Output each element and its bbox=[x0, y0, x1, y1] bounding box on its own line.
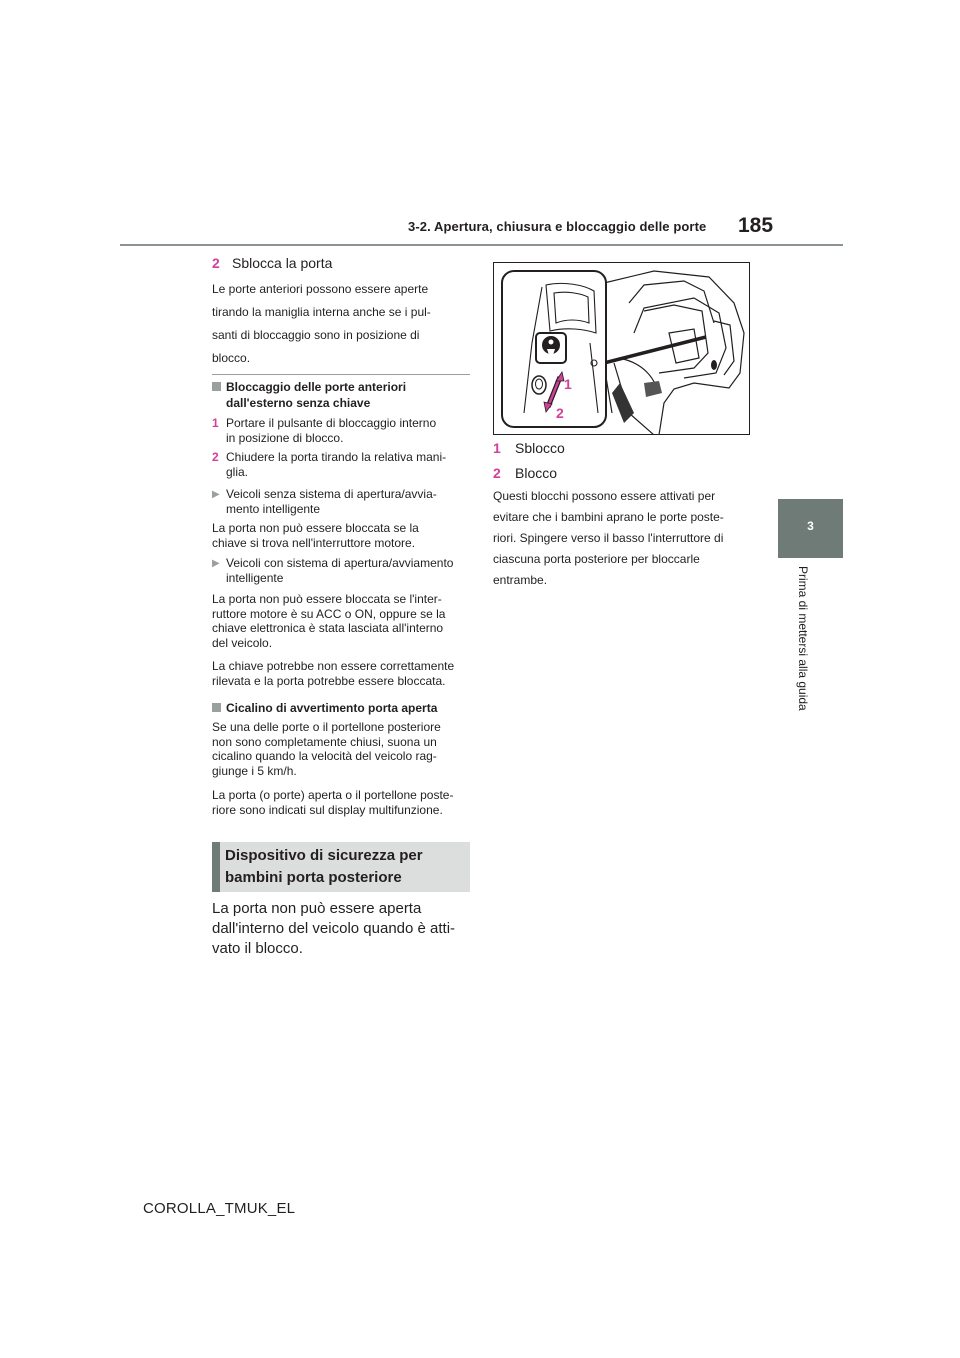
page-number: 185 bbox=[738, 214, 774, 237]
chapter-side-label: Prima di mettersi alla guida bbox=[796, 566, 810, 711]
step-text bbox=[226, 450, 466, 480]
chapter-tab bbox=[778, 499, 843, 558]
text-line: La porta non può essere bloccata se la bbox=[212, 521, 419, 535]
paragraph bbox=[493, 486, 755, 591]
box-heading-text bbox=[225, 845, 465, 889]
header-rule bbox=[120, 244, 843, 246]
bullet-text bbox=[226, 556, 466, 586]
text-line: Veicoli con sistema di apertura/avviamento bbox=[226, 556, 454, 570]
bullet-text bbox=[226, 487, 466, 517]
list-item bbox=[212, 487, 470, 517]
step-number: 2 bbox=[212, 255, 220, 271]
text-line: vato il blocco. bbox=[212, 940, 303, 957]
heading-line: Bloccaggio delle porte anteriori bbox=[226, 380, 407, 394]
step-text bbox=[226, 416, 466, 446]
figure-label-1: 1 bbox=[564, 376, 572, 392]
text-line: giunge i 5 km/h. bbox=[212, 763, 297, 778]
child-lock-illustration bbox=[493, 262, 750, 435]
text-line: evitare che i bambini aprano le porte poste- bbox=[493, 510, 724, 524]
text-line: ruttore motore è su ACC o ON, oppure se la bbox=[212, 606, 446, 621]
chapter-number: 3 bbox=[807, 519, 814, 533]
text-line: rilevata e la porta potrebbe essere bloccata. bbox=[212, 673, 446, 688]
item-number: 1 bbox=[493, 440, 501, 456]
text-line: La porta non può essere bloccata se l'inter- bbox=[212, 592, 442, 606]
text-line: blocco. bbox=[212, 351, 251, 365]
triangle-bullet-icon: ▶ bbox=[212, 489, 220, 500]
section-heading-locking bbox=[212, 379, 470, 411]
list-item bbox=[493, 465, 557, 481]
text-line: dall'interno del veicolo quando è atti- bbox=[212, 920, 456, 937]
text-line: chiave si trova nell'interruttore motore. bbox=[212, 535, 416, 550]
square-bullet-icon bbox=[212, 703, 221, 712]
text-line: Se una delle porte o il portellone posteriore bbox=[212, 720, 441, 734]
step-number: 2 bbox=[212, 450, 219, 464]
list-item bbox=[212, 450, 470, 480]
item-label: Blocco bbox=[515, 465, 558, 481]
text-line: Portare il pulsante di bloccaggio interno bbox=[226, 416, 437, 430]
car-door-drawing bbox=[494, 263, 750, 435]
heading-line: bambini porta posteriore bbox=[225, 869, 402, 886]
paragraph bbox=[212, 521, 470, 550]
text-line: La chiave potrebbe non essere correttamente bbox=[212, 659, 455, 673]
text-line: Le porte anteriori possono essere aperte bbox=[212, 282, 429, 296]
text-line: chiave elettronica è stata lasciata all'interno bbox=[212, 621, 444, 635]
intro-paragraph bbox=[212, 278, 472, 370]
step-unlock-door bbox=[212, 255, 332, 271]
box-paragraph bbox=[212, 899, 472, 959]
text-line: glia. bbox=[226, 465, 249, 479]
text-line: riore sono indicati sul display multifunzione. bbox=[212, 802, 443, 817]
text-line: La porta (o porte) aperta o il portellone poste- bbox=[212, 788, 454, 802]
text-line: intelligente bbox=[226, 571, 284, 585]
paragraph bbox=[212, 788, 470, 817]
heading-line: dall'esterno senza chiave bbox=[226, 396, 371, 410]
section-title: 3-2. Apertura, chiusura e bloccaggio delle porte bbox=[408, 219, 707, 234]
text-line: Veicoli senza sistema di apertura/avvia- bbox=[226, 487, 437, 501]
text-line: tirando la maniglia interna anche se i pul- bbox=[212, 305, 431, 319]
list-item bbox=[212, 416, 470, 446]
square-bullet-icon bbox=[212, 382, 221, 391]
text-line: ciascuna porta posteriore per bloccarle bbox=[493, 552, 700, 566]
text-line: entrambe. bbox=[493, 573, 548, 587]
item-label: Sblocco bbox=[515, 440, 565, 456]
figure-label-2: 2 bbox=[556, 405, 564, 421]
text-line: mento intelligente bbox=[226, 502, 321, 516]
step-number: 1 bbox=[212, 416, 219, 430]
paragraph bbox=[212, 720, 470, 778]
section-heading-warning bbox=[212, 700, 470, 716]
heading-line: Cicalino di avvertimento porta aperta bbox=[226, 701, 438, 715]
footer-code: COROLLA_TMUK_EL bbox=[143, 1200, 296, 1217]
text-line: riori. Spingere verso il basso l'interruttore di bbox=[493, 531, 724, 545]
text-line: del veicolo. bbox=[212, 635, 273, 650]
step-label: Sblocca la porta bbox=[232, 255, 333, 271]
list-item bbox=[493, 440, 565, 456]
heading-line: Dispositivo di sicurezza per bbox=[225, 847, 423, 864]
item-number: 2 bbox=[493, 465, 501, 481]
paragraph bbox=[212, 659, 470, 688]
section-box-heading bbox=[212, 842, 470, 892]
text-line: cicalino quando la velocità del veicolo rag- bbox=[212, 749, 437, 763]
text-line: non sono completamente chiusi, suona un bbox=[212, 734, 437, 749]
section-divider bbox=[212, 374, 470, 375]
text-line: La porta non può essere aperta bbox=[212, 900, 422, 917]
text-line: Questi blocchi possono essere attivati per bbox=[493, 489, 716, 503]
triangle-bullet-icon: ▶ bbox=[212, 558, 220, 569]
paragraph bbox=[212, 592, 470, 650]
box-accent-bar bbox=[212, 842, 220, 892]
text-line: in posizione di blocco. bbox=[226, 431, 344, 445]
text-line: santi di bloccaggio sono in posizione di bbox=[212, 328, 420, 342]
list-item bbox=[212, 556, 470, 586]
text-line: Chiudere la porta tirando la relativa mani- bbox=[226, 450, 447, 464]
